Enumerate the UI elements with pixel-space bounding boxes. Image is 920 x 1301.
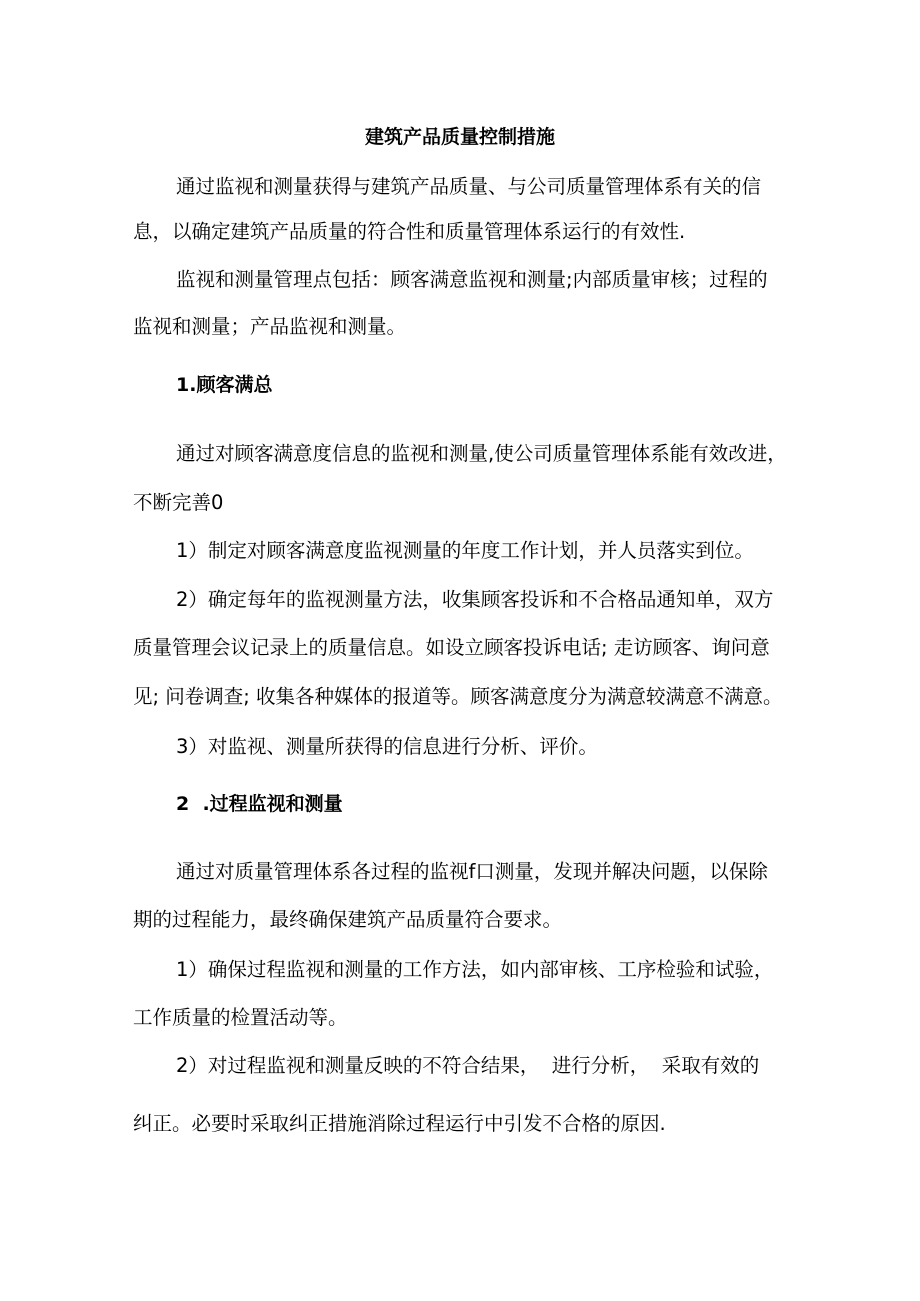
list-item-line: 3）对监视、测量所获得的信息进行分析、评价。 bbox=[176, 735, 598, 758]
paragraph-line: 见; 问卷调查; 收集各种媒体的报道等。顾客满意度分为满意较满意不满意。 bbox=[133, 685, 783, 708]
list-item-line: 1）确保过程监视和测量的工作方法，如内部审核、工序检验和试验， bbox=[176, 958, 774, 981]
paragraph-line: 通过对质量管理体系各过程的监视f口测量，发现并解决问题，以保除 bbox=[176, 860, 768, 883]
list-item-line: 2）确定每年的监视测量方法，收集顾客投诉和不合格品通知单，双方 bbox=[176, 588, 774, 611]
list-item-line: 1）制定对顾客满意度监视测量的年度工作计划，并人员落实到位。 bbox=[176, 539, 754, 562]
section-heading-1: 1.顾客满总 bbox=[176, 374, 273, 396]
paragraph-line: 不断完善0 bbox=[133, 491, 224, 514]
section-heading-2: 2 .过程监视和测量 bbox=[176, 793, 343, 815]
list-item-line: 2）对过程监视和测量反映的不符合结果， 进行分析， 采取有效的 bbox=[176, 1054, 760, 1077]
paragraph-line: 息，以确定建筑产品质量的符合性和质量管理体系运行的有效性. bbox=[133, 220, 686, 243]
paragraph-line: 纠正。必要时采取纠正措施消除过程运行中引发不合格的原因. bbox=[133, 1112, 666, 1135]
paragraph-line: 质量管理会议记录上的质量信息。如设立顾客投诉电话; 走访顾客、询问意 bbox=[133, 636, 770, 659]
paragraph-line: 监视和测量管理点包括：顾客满意监视和测量;内部质量审核；过程的 bbox=[176, 268, 768, 291]
paragraph-line: 通过对顾客满意度信息的监视和测量,使公司质量管理体系能有效改进， bbox=[176, 442, 787, 465]
document-title: 建筑产品质量控制措施 bbox=[364, 126, 555, 148]
paragraph-line: 通过监视和测量获得与建筑产品质量、与公司质量管理体系有关的信 bbox=[176, 175, 762, 198]
paragraph-line: 期的过程能力，最终确保建筑产品质量符合要求。 bbox=[133, 908, 563, 931]
paragraph-line: 工作质量的检置活动等。 bbox=[133, 1006, 348, 1029]
paragraph-line: 监视和测量；产品监视和测量。 bbox=[133, 315, 407, 338]
